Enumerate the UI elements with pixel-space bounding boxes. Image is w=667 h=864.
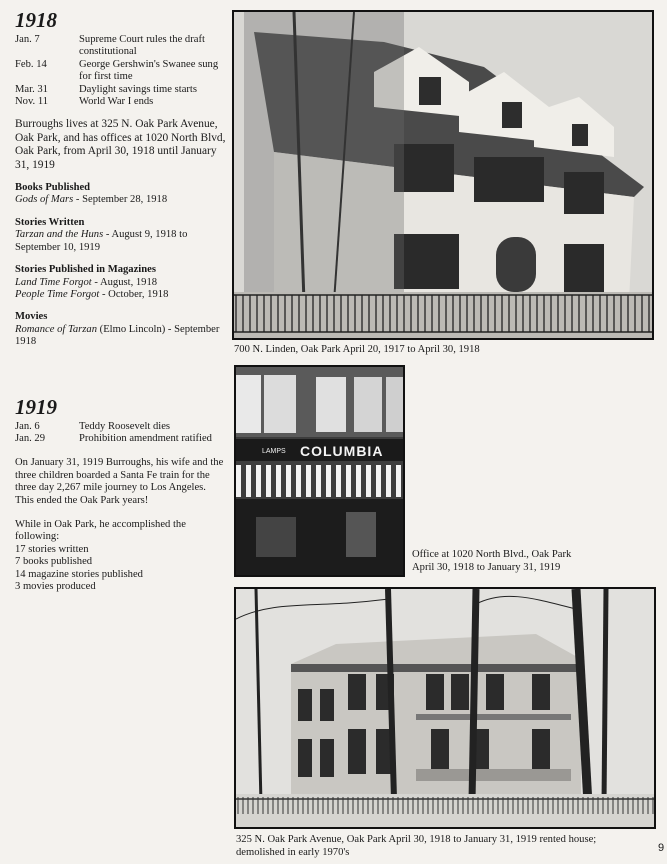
event-text: George Gershwin's Swanee sung for first time (79, 58, 219, 83)
stories-heading: Stories Written (15, 216, 85, 228)
movies-section (15, 311, 227, 348)
office-illustration (236, 367, 403, 575)
magazine-title: Land Time Forgot (15, 276, 92, 288)
event-date: Jan. 7 (15, 34, 40, 45)
event-date: Nov. 11 (15, 96, 49, 108)
photo-office (234, 365, 405, 577)
event-text: Supreme Court rules the draft constitutional (79, 34, 205, 58)
summary-list (15, 544, 227, 594)
oak-park-house-caption-2: demolished in early 1970's (236, 847, 350, 858)
magazine-date: - October, 1918 (99, 288, 169, 300)
office-caption-1: Office at 1020 North Blvd., Oak Park (412, 549, 572, 560)
magazine-date: - August, 1918 (91, 276, 158, 288)
office-sign: COLUMBIA (300, 443, 384, 459)
office-sign-small: LAMPS (262, 448, 286, 455)
year-heading-1918: 1918 (15, 8, 57, 32)
event-date: Mar. 31 (15, 83, 48, 95)
magazines-heading: Stories Published in Magazines (15, 264, 156, 276)
magazines-section (15, 264, 227, 301)
oak-park-house-illustration (236, 589, 654, 827)
summary-item: 7 books published (15, 556, 93, 568)
magazine-title: People Time Forgot (15, 288, 100, 300)
books-section (15, 182, 227, 207)
summary-intro: While in Oak Park, he accomplished the following: (15, 518, 186, 543)
page-number: 9 (658, 842, 665, 854)
year-heading-1919: 1919 (15, 394, 57, 419)
movie-title: Romance of Tarzan (15, 323, 98, 335)
story-date: - August 9, 1918 to September 10, 1919 (15, 229, 188, 253)
story-title: Tarzan and the Huns (15, 229, 104, 241)
book-date: - September 28, 1918 (73, 194, 168, 206)
event-text: Teddy Roosevelt dies (79, 420, 171, 432)
linden-house-caption: 700 N. Linden, Oak Park April 20, 1917 to April 30, 1918 (234, 344, 480, 355)
oak-park-house-caption-1: 325 N. Oak Park Avenue, Oak Park April 30, 1918 to January 31, 1919 rented house; (236, 834, 597, 845)
book-title: Gods of Mars (15, 194, 74, 206)
event-date: Jan. 29 (15, 432, 46, 444)
linden-house-illustration (234, 12, 652, 338)
summary-item: 3 movies produced (15, 581, 96, 592)
photo-oak-park-house (234, 587, 656, 829)
events-1918 (15, 34, 227, 108)
event-text: World War I ends (79, 96, 154, 108)
event-date: Jan. 6 (15, 420, 40, 432)
event-text: Daylight savings time starts (79, 83, 197, 95)
movie-details: (Elmo Lincoln) - September 1918 (15, 323, 220, 348)
left-column (15, 8, 227, 593)
residence-paragraph: Burroughs lives at 325 N. Oak Park Avenue, Oak Park, and has offices at 1020 North Blvd, Oak Park, from April 30, 1918 until January 31, 1919 (15, 118, 226, 171)
stories-section (15, 217, 227, 254)
move-paragraph: On January 31, 1919 Burroughs, his wife and the three children boarded a Santa Fe train for the three day 2,267 mile journey to Los Angeles. This ended the Oak Park years! (15, 457, 224, 506)
books-heading: Books Published (15, 182, 91, 194)
summary-item: 14 magazine stories published (15, 568, 143, 580)
movies-heading: Movies (15, 311, 48, 323)
photo-linden-house (232, 10, 654, 340)
event-date: Feb. 14 (15, 58, 47, 70)
event-text: Prohibition amendment ratified (79, 432, 212, 444)
office-caption-2: April 30, 1918 to January 31, 1919 (412, 562, 561, 573)
events-1919 (15, 421, 227, 446)
summary-item: 17 stories written (15, 543, 89, 555)
